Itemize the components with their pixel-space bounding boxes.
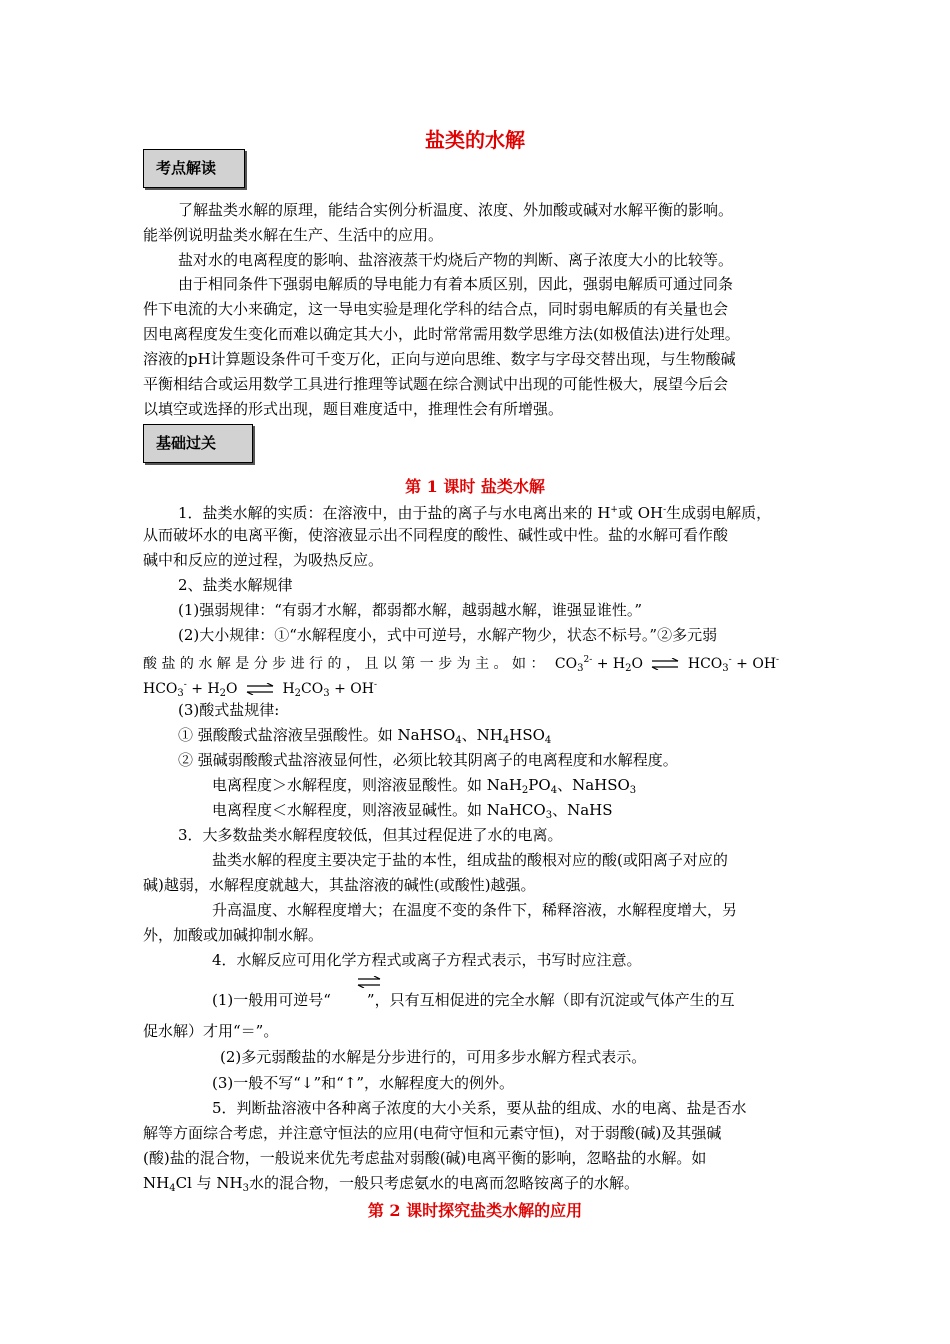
formula: + OH <box>736 656 777 672</box>
subscript: 3 <box>545 810 553 821</box>
paragraph-line: 外，加酸或加碱抑制水解。 <box>143 926 324 944</box>
text-span: 或 OH <box>617 504 664 522</box>
subscript: 3 <box>242 1183 249 1194</box>
paragraph-line: (3)酸式盐规律: <box>178 701 280 719</box>
lesson-heading-2: 第 2 课时探究盐类水解的应用 <box>367 1201 583 1220</box>
paragraph-line: 了解盐类水解的原理，能结合实例分析温度、浓度、外加酸或碱对水解平衡的影响。 <box>178 201 734 219</box>
text-span: (1)一般用可逆号“ <box>212 991 331 1009</box>
formula: + H <box>596 656 626 672</box>
superscript: - <box>183 680 187 690</box>
formula: O <box>631 656 643 672</box>
paragraph-line: (2)大小规律：①“水解程度小，式中可逆号，水解产物少，状态不标号。”②多元弱 <box>178 626 718 644</box>
text-span: ① 强酸酸式盐溶液呈强酸性。如 NaHSO <box>178 726 456 744</box>
section-label-text: 基础过关 <box>156 434 217 452</box>
subscript: 3 <box>177 688 184 699</box>
formula: CO <box>301 681 324 697</box>
superscript: - <box>776 655 780 665</box>
paragraph-line <box>212 990 735 1010</box>
superscript: - <box>663 505 667 515</box>
paragraph-line: ② 强碱弱酸酸式盐溶液显何性，必须比较其阴离子的电离程度和水解程度。 <box>178 751 678 769</box>
paragraph-line: 件下电流的大小来确定，这一导电实验是理化学科的结合点，同时弱电解质的有关量也会 <box>143 300 729 318</box>
subscript: 2 <box>625 663 632 674</box>
subscript: 2 <box>219 688 227 699</box>
paragraph-line: 碱)越弱，水解程度就越大，其盐溶液的碱性(或酸性)越强。 <box>143 876 536 894</box>
paragraph-line: 能举例说明盐类水解在生产、生活中的应用。 <box>143 226 444 244</box>
subscript: 2 <box>294 688 302 699</box>
paragraph-line: 以填空或选择的形式出现，题目难度适中，推理性会有所增强。 <box>143 400 564 418</box>
subscript: 3 <box>323 688 330 699</box>
text-span: 电离程度＜水解程度，则溶液显碱性。如 NaHCO <box>212 801 546 819</box>
paragraph-line: (3)一般不写“↓”和“↑”，水解程度大的例外。 <box>212 1074 515 1092</box>
subscript: 3 <box>722 663 729 674</box>
superscript: 2- <box>583 655 593 665</box>
superscript: - <box>728 655 732 665</box>
equilibrium-arrow-icon <box>357 973 381 985</box>
text-span: 、NH <box>461 726 503 744</box>
subscript: 4 <box>455 735 462 746</box>
formula: + OH <box>334 681 374 697</box>
subscript: 4 <box>169 1183 176 1194</box>
paragraph-line: 因电离程度发生变化而难以确定其大小，此时常常需用数学思维方法(如极值法)进行处理。 <box>143 325 740 343</box>
subscript: 3 <box>629 785 637 796</box>
paragraph-line: 5．判断盐溶液中各种离子浓度的大小关系，要从盐的组成、水的电离、盐是否水 <box>212 1099 747 1117</box>
equation-1 <box>555 656 779 672</box>
section-label-basics <box>143 424 253 463</box>
formula: + H <box>191 681 220 697</box>
subscript: 4 <box>550 785 558 796</box>
paragraph-line: 解等方面综合考虑，并注意守恒法的应用(电荷守恒和元素守恒)，对于弱酸(碱)及其强碱 <box>143 1124 722 1142</box>
superscript: + <box>610 505 618 515</box>
paragraph-line: (酸)盐的混合物，一般说来优先考虑盐对弱酸(碱)电离平衡的影响，忽略盐的水解。如 <box>143 1149 707 1167</box>
formula: H <box>282 681 295 697</box>
paragraph-line: 溶液的pH计算题设条件可千变万化，正向与逆向思维、数字与字母交替出现，与生物酸碱 <box>143 350 736 368</box>
paragraph-line <box>178 725 551 751</box>
text-span: 1．盐类水解的实质：在溶液中，由于盐的离子与水电离出来的 H <box>178 504 611 522</box>
subscript: 2 <box>521 785 529 796</box>
text-span: 电离程度＞水解程度，则溶液显酸性。如 NaH <box>212 776 522 794</box>
formula: HCO <box>687 656 723 672</box>
section-label-text: 考点解读 <box>156 159 217 177</box>
formula: CO <box>554 656 578 672</box>
paragraph-line: (1)强弱规律：“有弱才水解，都弱都水解，越弱越水解，谁强显谁性。” <box>178 601 643 619</box>
text-span: 生成弱电解质， <box>666 504 772 522</box>
paragraph-line: 盐类水解的程度主要决定于盐的本性，组成盐的酸根对应的酸(或阳离子对应的 <box>212 851 728 869</box>
lesson-heading-1: 第 1 课时 盐类水解 <box>405 477 545 496</box>
paragraph-line <box>143 1173 639 1199</box>
paragraph-line: 从而破坏水的电离平衡，使溶液显示出不同程度的酸性、碱性或中性。盐的水解可看作酸 <box>143 526 729 544</box>
paragraph-line <box>212 775 636 801</box>
text-span: 水的混合物，一般只考虑氨水的电离而忽略铵离子的水解。 <box>249 1174 640 1192</box>
text-span: 酸 盐 的 水 解 是 分 步 进 行 的 ， 且 以 第 一 步 为 主 。 如 ： <box>143 656 545 672</box>
text-span: 、NaHS <box>552 801 613 819</box>
equilibrium-arrow-icon <box>246 683 274 695</box>
paragraph-line: 平衡相结合或运用数学工具进行推理等试题在综合测试中出现的可能性极大，展望今后会 <box>143 375 729 393</box>
text-span: NH <box>143 1174 170 1192</box>
paragraph-line: 3．大多数盐类水解程度较低，但其过程促进了水的电离。 <box>178 826 563 844</box>
paragraph-line: 2、盐类水解规律 <box>178 576 293 594</box>
paragraph-line: 促水解）才用“＝”。 <box>143 1022 279 1040</box>
subscript: 4 <box>544 735 552 746</box>
text-span: PO <box>528 776 551 794</box>
paragraph-line: 4．水解反应可用化学方程式或离子方程式表示，书写时应注意。 <box>212 951 642 969</box>
paragraph-line <box>212 800 613 826</box>
text-span: ”，只有互相促进的完全水解（即有沉淀或气体产生的互 <box>366 991 735 1009</box>
paragraph-line: 升高温度、水解程度增大；在温度不变的条件下，稀释溶液，水解程度增大，另 <box>212 901 738 919</box>
formula: O <box>226 681 238 697</box>
text-span: HSO <box>509 726 545 744</box>
text-span: Cl 与 NH <box>175 1174 243 1192</box>
paragraph-line <box>178 500 771 523</box>
paragraph-line: 盐对水的电离程度的影响、盐溶液蒸干灼烧后产物的判断、离子浓度大小的比较等。 <box>178 251 734 269</box>
page-title: 盐类的水解 <box>425 128 525 152</box>
paragraph-line: 碱中和反应的逆过程，为吸热反应。 <box>143 551 384 569</box>
section-label-exam-points <box>143 149 245 188</box>
subscript: 3 <box>577 663 584 674</box>
text-span: 、NaHSO <box>557 776 630 794</box>
superscript: - <box>373 680 377 690</box>
paragraph-line: 由于相同条件下强弱电解质的导电能力有着本质区别，因此，强弱电解质可通过同条 <box>178 275 734 293</box>
equilibrium-arrow-icon <box>651 658 679 670</box>
paragraph-line: (2)多元弱酸盐的水解是分步进行的，可用多步水解方程式表示。 <box>220 1048 647 1066</box>
formula: HCO <box>143 681 178 697</box>
subscript: 4 <box>502 735 510 746</box>
